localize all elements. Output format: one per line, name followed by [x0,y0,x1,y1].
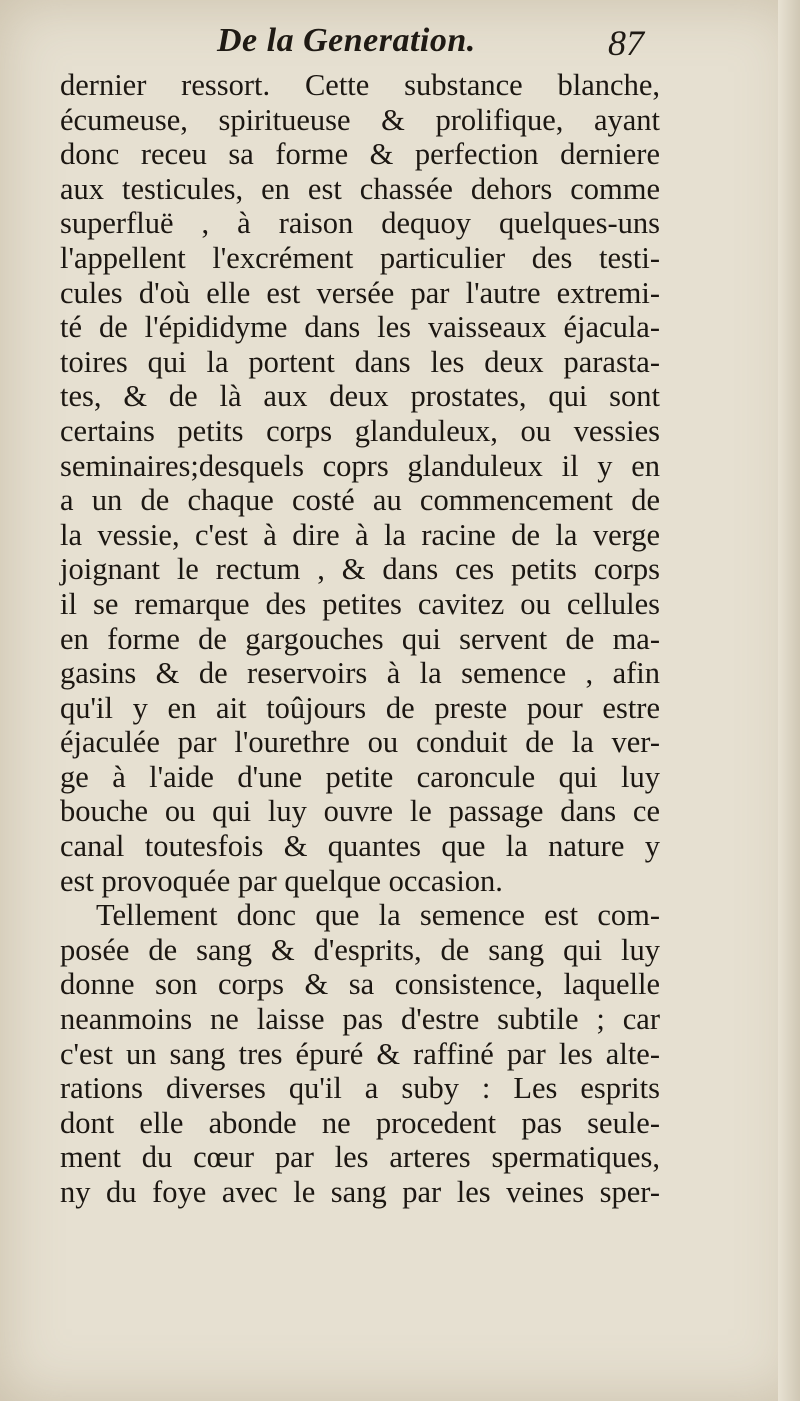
text-line: aux testicules, en est chassée dehors comme [60,171,660,206]
text-line: la vessie, c'est à dire à la racine de la verge [60,517,660,552]
text-line: en forme de gargouches qui servent de ma- [60,621,660,656]
text-line: té de l'épididyme dans les vaisseaux éjacula- [60,310,660,345]
text-line: donne son corps & sa consistence, laquelle [60,967,660,1002]
text-line: certains petits corps glanduleux, ou vessies [60,413,660,448]
text-line: dont elle abonde ne procedent pas seule- [60,1105,660,1140]
text-line: seminaires;desquels coprs glanduleux il y en [60,448,660,483]
text-line: bouche ou qui luy ouvre le passage dans ce [60,794,660,829]
text-line: l'appellent l'excrément particulier des testi- [60,240,660,275]
text-line: donc receu sa forme & perfection derniere [60,137,660,172]
text-line: gasins & de reservoirs à la semence , afin [60,656,660,691]
text-line: il se remarque des petites cavitez ou cellules [60,586,660,621]
paragraph-1 [60,68,660,898]
text-line: posée de sang & d'esprits, de sang qui luy [60,932,660,967]
page-edge-shadow [778,0,800,1401]
text-line: cules d'où elle est versée par l'autre extremi- [60,275,660,310]
text-line: qu'il y en ait toûjours de preste pour estre [60,690,660,725]
text-line: joignant le rectum , & dans ces petits corps [60,552,660,587]
text-line: rations diverses qu'il a suby : Les esprits [60,1071,660,1106]
text-line: est provoquée par quelque occasion. [60,863,503,898]
paragraph-2 [60,898,660,1209]
text-line: neanmoins ne laisse pas d'estre subtile ; car [60,1002,660,1037]
page-header [0,22,800,72]
text-line: a un de chaque costé au commencement de [60,483,660,518]
text-line: superfluë , à raison dequoy quelques-uns [60,206,660,241]
text-line: ment du cœur par les arteres spermatiques, [60,1140,660,1175]
text-line: ny du foye avec le sang par les veines sper- [60,1175,660,1209]
text-line: c'est un sang tres épuré & raffiné par les alte- [60,1036,660,1071]
text-line: écumeuse, spiritueuse & prolifique, ayant [60,102,660,137]
text-line: dernier ressort. Cette substance blanche, [60,68,660,102]
body-text [60,68,660,1210]
text-line: éjaculée par l'ourethre ou conduit de la ver- [60,725,660,760]
text-line: toires qui la portent dans les deux parasta- [60,344,660,379]
text-line: canal toutesfois & quantes que la nature y [60,829,660,864]
text-line: Tellement donc que la semence est com- [96,898,660,933]
text-line: ge à l'aide d'une petite caroncule qui luy [60,759,660,794]
page-number: 87 [608,23,644,63]
text-line: tes, & de là aux deux prostates, qui sont [60,379,660,414]
running-title: De la Generation. [217,22,476,59]
